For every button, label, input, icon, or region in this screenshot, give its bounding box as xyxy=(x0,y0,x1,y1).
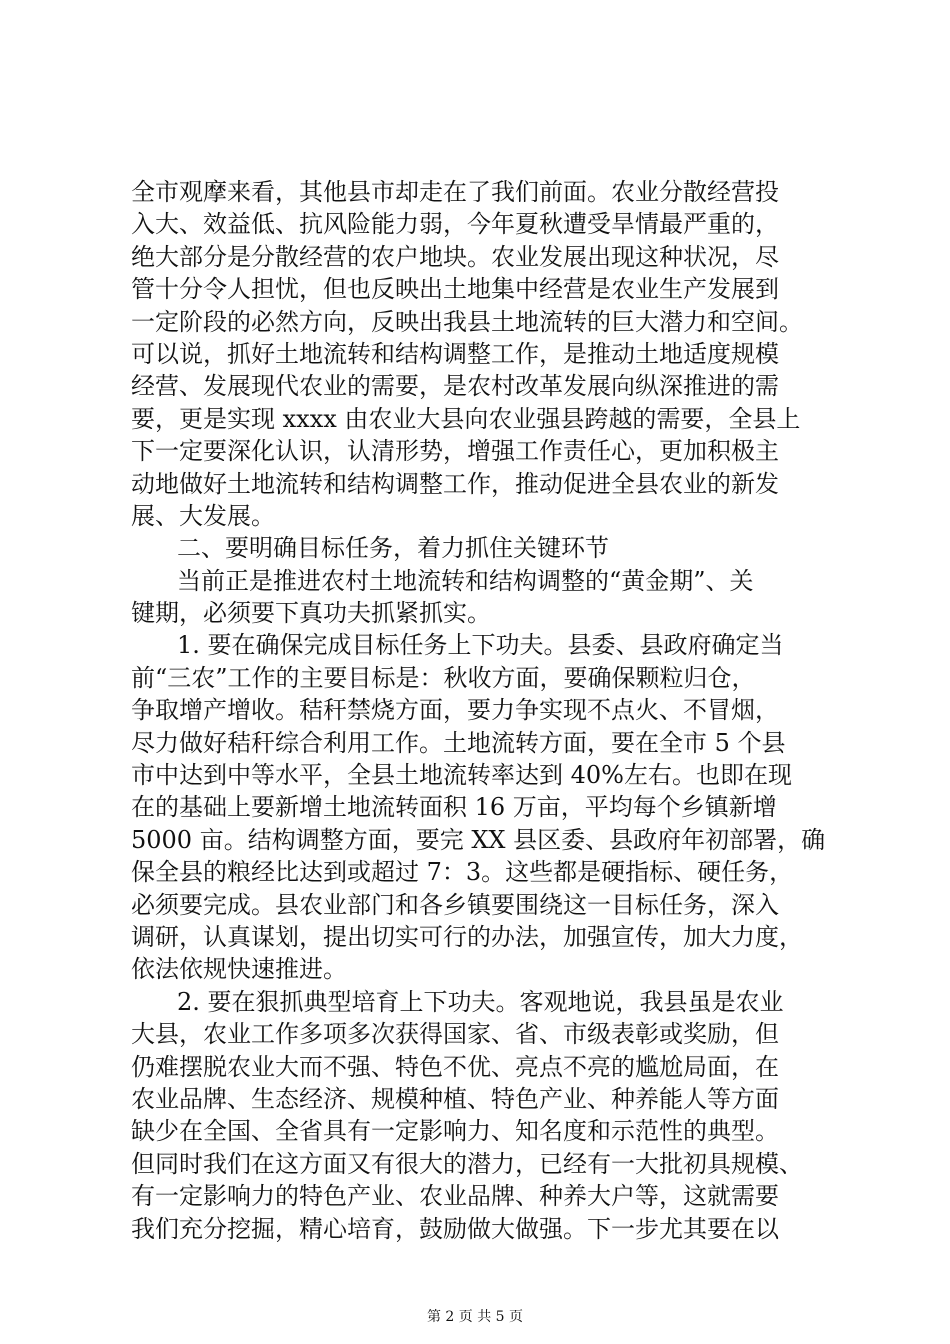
text-line: 在的基础上要新增土地流转面积 16 万亩，平均每个乡镇新增 xyxy=(131,793,777,822)
text-line: 入大、效益低、抗风险能力弱，今年夏秋遭受旱情最严重的， xyxy=(131,210,779,239)
text-line: 一定阶段的必然方向，反映出我县土地流转的巨大潜力和空间。 xyxy=(131,307,803,336)
text-line: 必须要完成。县农业部门和各乡镇要围绕这一目标任务，深入 xyxy=(131,890,779,919)
text-line: 大县，农业工作多项多次获得国家、省、市级表彰或奖励，但 xyxy=(131,1020,779,1049)
text-line: 缺少在全国、全省具有一定影响力、知名度和示范性的典型。 xyxy=(131,1117,779,1146)
text-line: 展、大发展。 xyxy=(131,501,275,530)
text-line: 下一定要深化认识，认清形势，增强工作责任心，更加积极主 xyxy=(131,437,779,466)
text-line: 1. 要在确保完成目标任务上下功夫。县委、县政府确定当 xyxy=(177,631,784,660)
text-line: 保全县的粮经比达到或超过 7：3。这些都是硬指标、硬任务， xyxy=(131,858,794,887)
text-line: 管十分令人担忧，但也反映出土地集中经营是农业生产发展到 xyxy=(131,275,779,304)
text-line: 要，更是实现 xxxx 由农业大县向农业强县跨越的需要，全县上 xyxy=(131,404,801,433)
text-line: 当前正是推进农村土地流转和结构调整的“黄金期”、关 xyxy=(177,566,754,595)
section-heading: 二、要明确目标任务，着力抓住关键环节 xyxy=(177,534,609,563)
text-line: 经营、发展现代农业的需要，是农村改革发展向纵深推进的需 xyxy=(131,372,779,401)
text-line: 前“三农”工作的主要目标是：秋收方面，要确保颗粒归仓， xyxy=(131,663,756,692)
text-line: 依法依规快速推进。 xyxy=(131,955,347,984)
text-line: 尽力做好秸秆综合利用工作。土地流转方面，要在全市 5 个县 xyxy=(131,728,786,757)
text-line: 绝大部分是分散经营的农户地块。农业发展出现这种状况，尽 xyxy=(131,242,779,271)
text-line: 动地做好土地流转和结构调整工作，推动促进全县农业的新发 xyxy=(131,469,779,498)
text-line: 市中达到中等水平，全县土地流转率达到 40%左右。也即在现 xyxy=(131,761,792,790)
text-line: 可以说，抓好土地流转和结构调整工作，是推动土地适度规模 xyxy=(131,339,779,368)
text-line: 有一定影响力的特色产业、农业品牌、种养大户等，这就需要 xyxy=(131,1182,779,1211)
text-line: 但同时我们在这方面又有很大的潜力，已经有一大批初具规模、 xyxy=(131,1149,803,1178)
page-number: 第 2 页 共 5 页 xyxy=(426,1309,524,1325)
body-text xyxy=(131,176,831,1245)
text-line: 争取增产增收。秸秆禁烧方面，要力争实现不点火、不冒烟， xyxy=(131,696,779,725)
text-line: 仍难摆脱农业大而不强、特色不优、亮点不亮的尴尬局面，在 xyxy=(131,1052,779,1081)
text-line: 2. 要在狠抓典型培育上下功夫。客观地说，我县虽是农业 xyxy=(177,987,784,1016)
text-line: 键期，必须要下真功夫抓紧抓实。 xyxy=(131,599,491,628)
text-line: 全市观摩来看，其他县市却走在了我们前面。农业分散经营投 xyxy=(131,178,779,206)
text-line: 农业品牌、生态经济、规模种植、特色产业、种养能人等方面 xyxy=(131,1084,779,1113)
text-line: 调研，认真谋划，提出切实可行的办法，加强宣传，加大力度， xyxy=(131,922,803,951)
text-line: 5000 亩。结构调整方面，要完 XX 县区委、县政府年初部署，确 xyxy=(131,825,826,854)
text-line: 我们充分挖掘，精心培育，鼓励做大做强。下一步尤其要在以 xyxy=(131,1214,779,1243)
